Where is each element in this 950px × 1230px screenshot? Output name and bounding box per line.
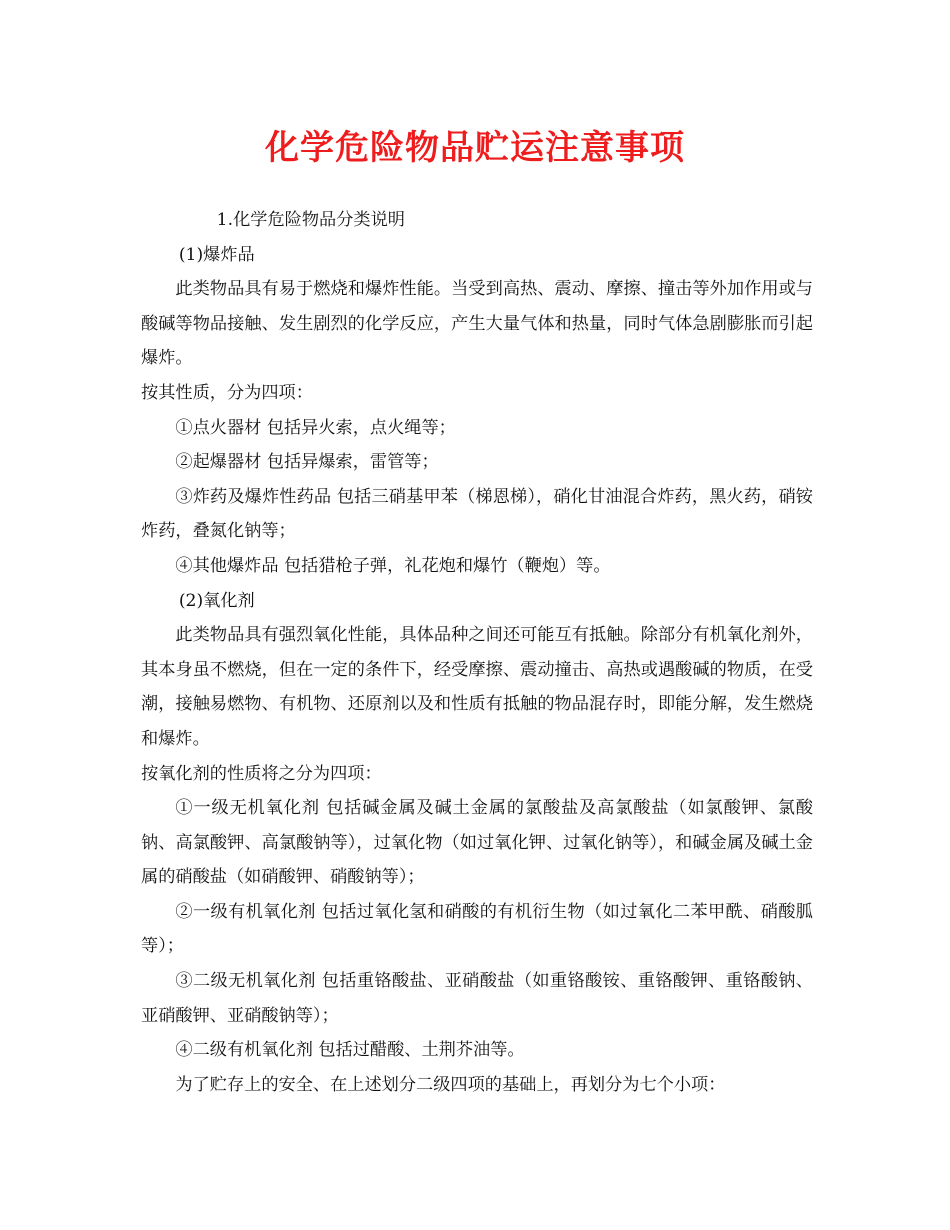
subsection-heading: (1)爆炸品 [178,244,255,265]
list-item: ③二级无机氧化剂 包括重铬酸盐、亚硝酸盐（如重铬酸铵、重铬酸钾、重铬酸钠、亚硝酸钾、亚硝酸钠等）； [141,971,813,1026]
paragraph: 按其性质，分为四项： [141,382,313,403]
paragraph: 按氧化剂的性质将之分为四项： [141,763,382,784]
list-item: ③炸药及爆炸性药品 包括三硝基甲苯（梯恩梯），硝化甘油混合炸药，黑火药，硝铵炸药，叠氮化钠等； [141,486,813,542]
list-item: ①点火器材 包括异火索，点火绳等； [175,417,456,438]
list-item: ②一级有机氧化剂 包括过氧化氢和硝酸的有机衍生物（如过氧化二苯甲酰、硝酸胍等）； [141,901,813,957]
section-heading: 1.化学危险物品分类说明 [216,210,405,230]
list-item: ①一级无机氧化剂 包括碱金属及碱土金属的氯酸盐及高氯酸盐（如氯酸钾、氯酸钠、高氯酸钾、高氯酸钠等），过氧化物（如过氧化钾、过氧化钠等），和碱金属及碱土金属的硝酸盐（如硝酸钾、硝酸钠等）； [141,798,813,888]
paragraph: 为了贮存上的安全、在上述划分二级四项的基础上，再划分为七个小项： [175,1074,726,1095]
list-item: ②起爆器材 包括异爆索，雷管等； [175,452,439,473]
document-body [141,203,813,1102]
list-item: ④二级有机氧化剂 包括过醋酸、土荆芥油等。 [175,1040,525,1061]
paragraph: 此类物品具有易于燃烧和爆炸性能。当受到高热、震动、摩擦、撞击等外加作用或与酸碱等物品接触、发生剧烈的化学反应，产生大量气体和热量，同时气体急剧膨胀而引起爆炸。 [141,279,813,369]
list-item: ④其他爆炸品 包括猎枪子弹，礼花炮和爆竹（鞭炮）等。 [175,555,611,576]
paragraph: 此类物品具有强烈氧化性能，具体品种之间还可能互有抵触。除部分有机氧化剂外，其本身虽不燃烧，但在一定的条件下，经受摩擦、震动撞击、高热或遇酸碱的物质，在受潮，接触易燃物、有机物、还原剂以及和性质有抵触的物品混存时，即能分解，发生燃烧和爆炸。 [141,625,813,749]
document-title: 化学危险物品贮运注意事项 [265,128,685,168]
subsection-heading: (2)氧化剂 [178,590,255,611]
